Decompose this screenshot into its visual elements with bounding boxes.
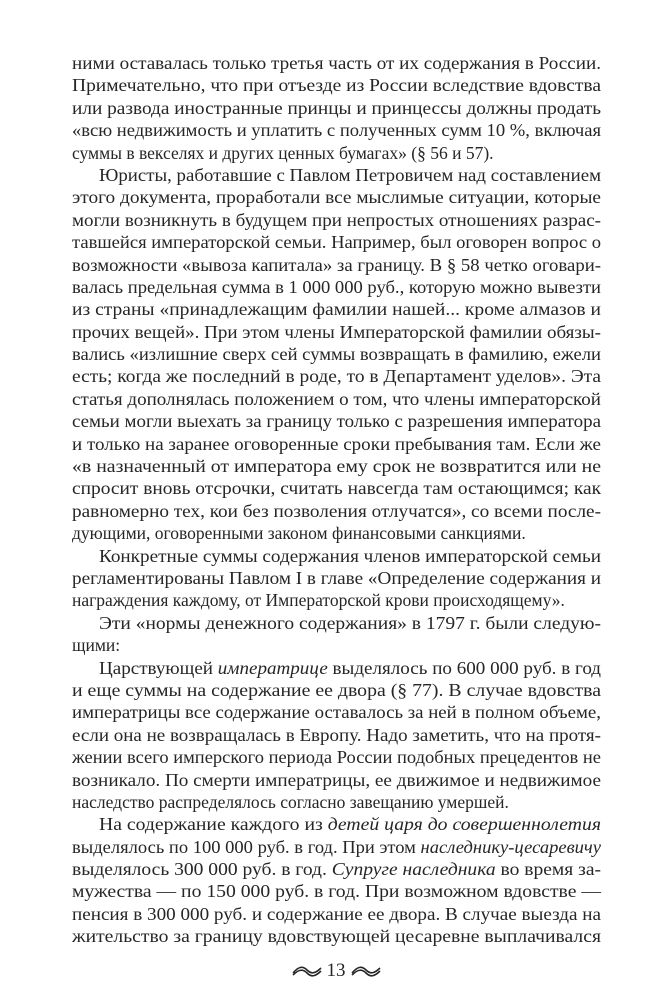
text-segment: во время за-	[495, 859, 601, 880]
text-line	[72, 769, 601, 791]
text-line-content	[72, 769, 601, 791]
text-line-content	[72, 634, 120, 656]
text-line-content	[72, 365, 601, 387]
italic-text: наследнику-цесаревичу	[420, 836, 601, 857]
text-line	[72, 679, 601, 701]
text-line	[72, 589, 601, 611]
text-line	[72, 52, 601, 74]
text-segment: прочих вещей». При этом члены Императорской фамилии обязы-	[72, 321, 601, 342]
text-line	[72, 903, 601, 925]
book-page-text	[72, 52, 601, 948]
text-segment: Юристы, работавшие с Павлом Петровичем над составлением	[99, 164, 601, 185]
text-line-content	[72, 522, 526, 544]
text-line	[72, 276, 601, 298]
text-line-content	[99, 813, 601, 835]
text-segment: мужества — по 150 000 руб. в год. При возможном вдовстве —	[72, 881, 601, 902]
text-segment: семьи могли выехать за границу только с разрешения императора	[72, 411, 601, 432]
text-segment: щими:	[72, 635, 121, 656]
text-line	[72, 858, 601, 880]
text-line	[72, 925, 601, 947]
text-line-content	[72, 724, 601, 746]
text-line	[72, 142, 601, 164]
text-line	[72, 343, 601, 365]
text-segment: Царствующей	[99, 657, 218, 678]
text-line	[72, 612, 601, 634]
text-line-content	[99, 164, 601, 186]
text-segment: выделялось 300 000 руб. в год.	[72, 859, 332, 880]
text-line	[72, 209, 601, 231]
text-line-content	[72, 119, 601, 141]
text-segment: наследство распределялось согласно завещанию умершей.	[72, 791, 509, 812]
italic-text: императрице	[217, 657, 328, 678]
text-line-content	[72, 142, 494, 164]
text-segment: статья дополнялась положением о том, что члены императорской	[72, 388, 601, 409]
text-line-content	[72, 231, 601, 253]
text-segment: тавшейся императорской семьи. Например, был оговорен вопрос о	[72, 232, 601, 253]
page-number: 13	[326, 960, 346, 981]
text-line-content	[72, 679, 601, 701]
text-line-content	[72, 209, 601, 231]
text-line	[72, 880, 601, 902]
text-line-content	[72, 343, 601, 365]
text-line-content	[72, 567, 601, 589]
text-line-content	[72, 701, 601, 723]
text-segment: если она не возвращалась в Европу. Надо заметить, что на протя-	[72, 724, 601, 745]
text-segment: На содержание каждого из	[99, 814, 328, 835]
text-line-content	[72, 836, 601, 858]
text-line-content	[72, 589, 565, 611]
text-segment: Эти «нормы денежного содержания» в 1797 г. были следую-	[99, 612, 601, 633]
text-line-content	[99, 545, 601, 567]
text-line-content	[72, 858, 601, 880]
text-segment: пенсия в 300 000 руб. и содержание ее двора. В случае выезда на	[72, 903, 601, 924]
text-segment: равномерно тех, кои без позволения отлучатся», со всеми после-	[72, 500, 601, 521]
text-segment: и только на заранее оговоренные сроки пребывания там. Если же	[72, 433, 601, 454]
text-segment: выделялось по 600 000 руб. в год	[327, 657, 601, 678]
text-line	[72, 746, 601, 768]
text-segment: императрицы все содержание оставалось за ней в полном объеме,	[72, 702, 601, 723]
italic-text: Супруге наследника	[331, 859, 496, 880]
text-segment: награждения каждому, от Императорской крови происходящему».	[72, 590, 565, 611]
text-line	[72, 186, 601, 208]
text-line-content	[72, 903, 601, 925]
text-segment: выделялось по 100 000 руб. в год. При этом	[72, 836, 421, 857]
text-segment: «всю недвижимость и уплатить с полученных сумм 10 %, включая	[72, 120, 601, 141]
text-line	[72, 97, 601, 119]
text-line	[72, 522, 601, 544]
text-line-content	[72, 925, 601, 947]
text-line	[72, 410, 601, 432]
text-line	[72, 164, 601, 186]
text-line	[72, 119, 601, 141]
text-line-content	[72, 477, 601, 499]
text-line	[72, 388, 601, 410]
text-line	[72, 321, 601, 343]
italic-text: детей царя до совершеннолетия	[327, 814, 601, 835]
text-line	[72, 791, 601, 813]
page-footer	[0, 960, 672, 982]
text-line-content	[99, 657, 601, 679]
text-segment: могли возникнуть в будущем при непростых отношениях разрас-	[72, 209, 601, 230]
text-segment: из страны «принадлежащим фамилии нашей... кроме алмазов и	[72, 299, 601, 320]
text-line-content	[72, 500, 601, 522]
text-line-content	[72, 455, 601, 477]
text-line	[72, 231, 601, 253]
text-line	[72, 724, 601, 746]
text-line-content	[72, 791, 509, 813]
text-segment: или развода иностранные принцы и принцессы должны продать	[72, 97, 601, 118]
text-line	[72, 298, 601, 320]
text-segment: регламентированы Павлом I в главе «Определение содержания и	[72, 567, 601, 588]
text-line	[72, 545, 601, 567]
text-line	[72, 567, 601, 589]
text-line-content	[72, 254, 601, 276]
text-line-content	[72, 433, 601, 455]
text-line-content	[72, 410, 601, 432]
text-segment: Примечательно, что при отъезде из России вследствие вдовства	[72, 75, 601, 96]
text-segment: суммы в векселях и других ценных бумагах» (§ 56 и 57).	[72, 142, 494, 163]
text-line	[72, 836, 601, 858]
text-segment: этого документа, проработали все мыслимые ситуации, которые	[72, 187, 601, 208]
ornament-left-icon	[291, 964, 323, 978]
text-line	[72, 813, 601, 835]
text-line-content	[72, 298, 601, 320]
text-segment: есть; когда же последний в роде, то в Департамент уделов». Эта	[72, 366, 601, 387]
text-segment: возникало. По смерти императрицы, ее движимое и недвижимое	[72, 769, 601, 790]
ornament-right-icon	[350, 964, 382, 978]
text-line	[72, 634, 601, 656]
text-line-content	[72, 186, 601, 208]
text-line	[72, 455, 601, 477]
text-line	[72, 701, 601, 723]
text-line	[72, 477, 601, 499]
text-line-content	[72, 746, 601, 768]
text-line	[72, 657, 601, 679]
text-segment: Конкретные суммы содержания членов императорской семьи	[99, 545, 601, 566]
text-line	[72, 433, 601, 455]
text-segment: дующими, оговоренными законом финансовыми санкциями.	[72, 523, 526, 544]
text-line	[72, 74, 601, 96]
text-line-content	[72, 52, 601, 74]
text-segment: жительство за границу вдовствующей цесаревне выплачивался	[72, 926, 601, 947]
text-line-content	[72, 74, 601, 96]
text-line	[72, 500, 601, 522]
text-segment: жении всего имперского периода России подобных прецедентов не	[72, 747, 601, 768]
text-line-content	[72, 97, 601, 119]
text-line	[72, 365, 601, 387]
text-segment: вались «излишние сверх сей суммы возвращать в фамилию, ежели	[72, 344, 601, 365]
text-line-content	[72, 388, 601, 410]
text-line	[72, 254, 601, 276]
text-line-content	[72, 880, 601, 902]
text-segment: «в назначенный от императора ему срок не возвратится или не	[72, 456, 601, 477]
text-segment: спросит вновь отсрочки, считать навсегда там остающимся; как	[72, 478, 601, 499]
text-line-content	[72, 321, 601, 343]
text-line-content	[99, 612, 601, 634]
text-segment: валась предельная сумма в 1 000 000 руб., которую можно вывезти	[72, 276, 601, 297]
text-segment: ними оставалась только третья часть от их содержания в России.	[72, 53, 601, 73]
text-line-content	[72, 276, 601, 298]
text-segment: и еще суммы на содержание ее двора (§ 77). В случае вдовства	[72, 679, 601, 700]
text-segment: возможности «вывоза капитала» за границу. В § 58 четко оговари-	[72, 254, 601, 275]
